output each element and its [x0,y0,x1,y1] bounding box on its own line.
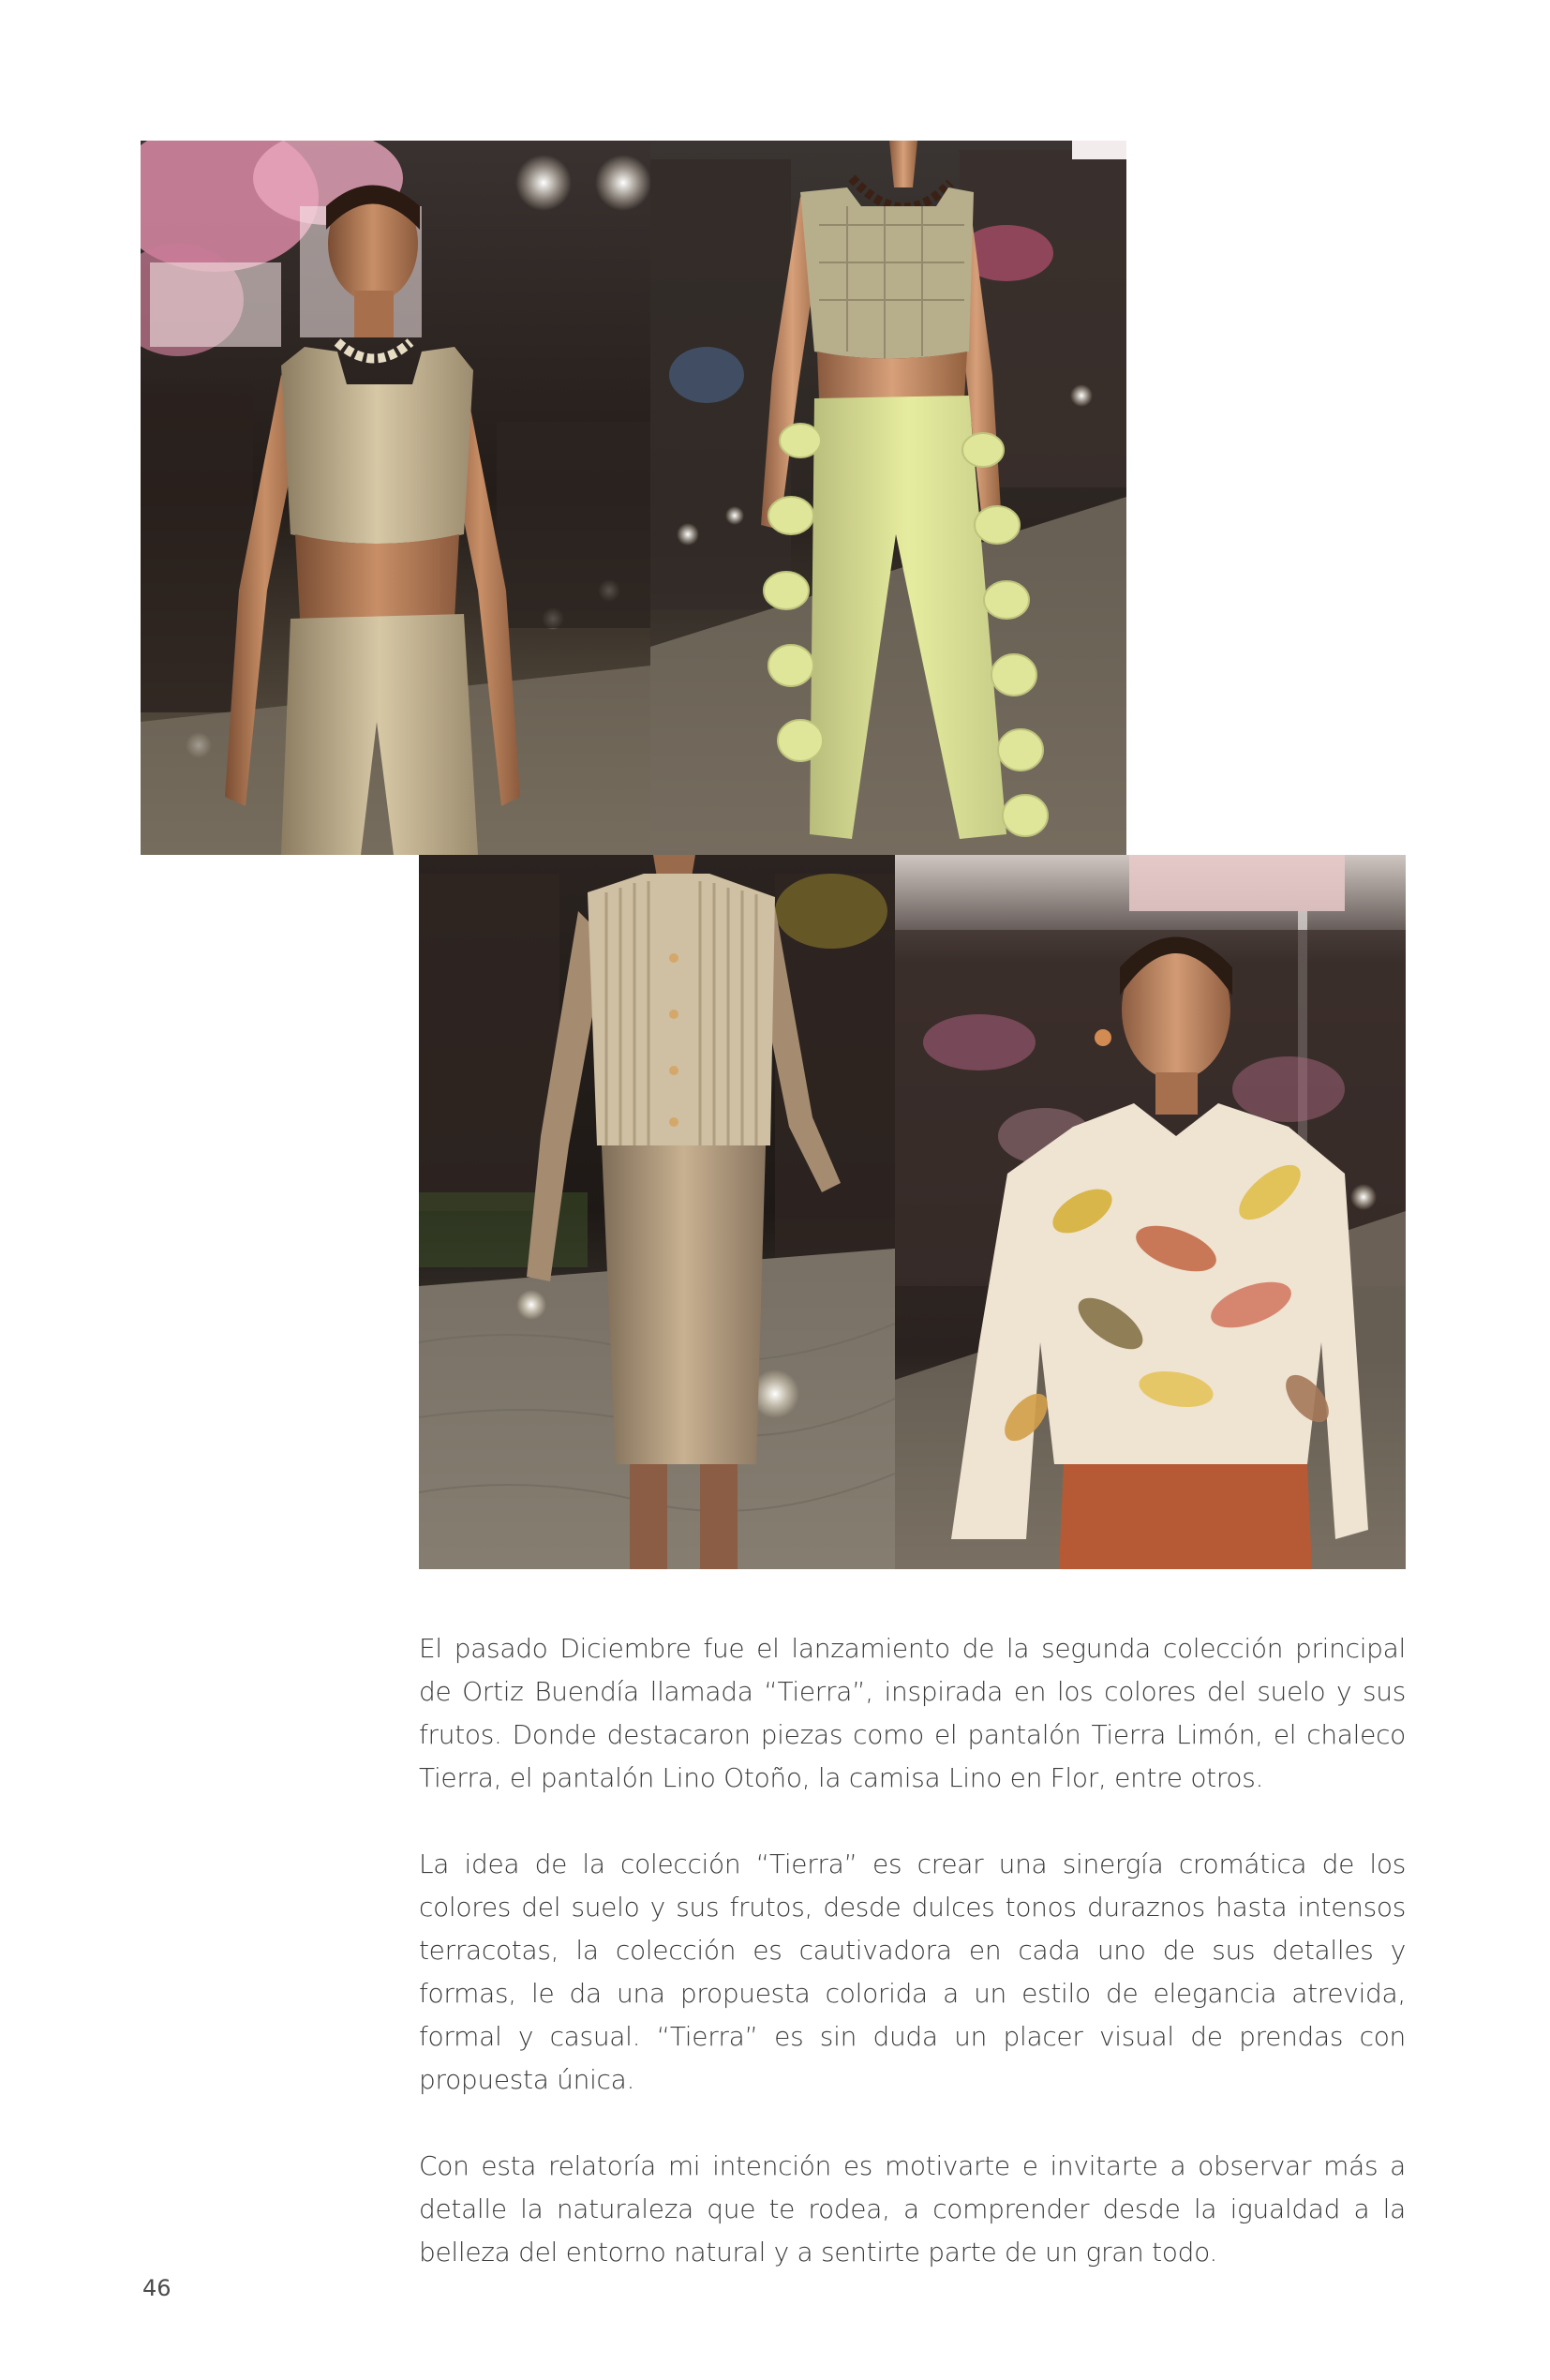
page-number: 46 [142,2275,171,2301]
runway-photo-2-image [650,141,1126,855]
article-paragraph-3: Con esta relatoría mi intención es motivarte e invitarte a observar más a detalle la naturaleza que te rodea, a comprender desde la igualdad a la belleza del entorno natural y a sentirte parte de un gran todo. [419,2150,1406,2268]
runway-photo-cream-crop-top [141,141,650,855]
runway-photo-1-image [141,141,650,855]
runway-photo-3-image [419,855,895,1569]
article-paragraph-1: El pasado Diciembre fue el lanzamiento de la segunda colección principal de Ortiz Buendía llamada “Tierra”, inspirada en los colores del suelo y sus frutos. Donde destacaron piezas como el pantalón Tierra Limón, el chaleco Tierra, el pantalón Lino Otoño, la camisa Lino en Flor, entre otros. [419,1633,1406,1793]
runway-photo-4-image [895,855,1406,1569]
article-body [419,1627,1406,2274]
article-paragraph-2: La idea de la colección “Tierra” es crear una sinergía cromática de los colores del suelo y sus frutos, desde dulces tonos duraznos hasta intensos terracotas, la colección es cautivadora en cada uno de sus detalles y formas, le da una propuesta colorida a un estilo de elegancia atrevida, formal y casual. “Tierra” es sin duda un placer visual de prendas con propuesta única. [419,1849,1406,2095]
runway-photo-floral-shirt [895,855,1406,1569]
runway-photo-striped-vest [419,855,895,1569]
runway-photo-lime-ruffle-pants [650,141,1126,855]
